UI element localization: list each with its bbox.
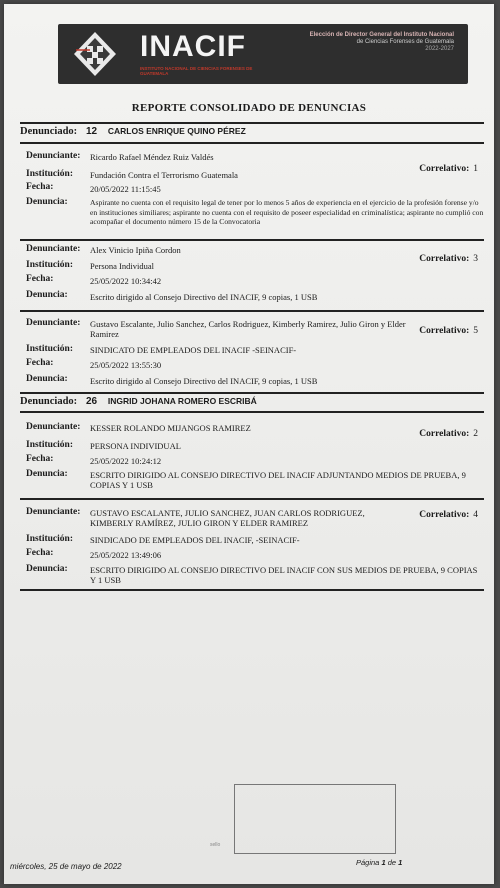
correlativo-number: 2 bbox=[473, 429, 478, 439]
page-label: Página bbox=[356, 858, 380, 867]
denunciante-label: Denunciante: bbox=[26, 507, 81, 517]
page-of: de bbox=[387, 858, 397, 867]
institucion-label: Institución: bbox=[26, 169, 73, 179]
divider bbox=[20, 239, 484, 241]
denunciado-name: INGRID JOHANA ROMERO ESCRIBÁ bbox=[107, 396, 257, 406]
denunciante-value: GUSTAVO ESCALANTE, JULIO SANCHEZ, JUAN CARLOS RODRIGUEZ, KIMBERLY RAMÍREZ, JULIO GIRON Y ELDER RAMIREZ bbox=[90, 508, 365, 528]
institucion-value: PERSONA INDIVIDUAL bbox=[90, 441, 181, 451]
divider bbox=[20, 498, 484, 500]
election-caption bbox=[264, 32, 454, 53]
seal-label: sello bbox=[210, 842, 221, 848]
correlativo bbox=[419, 254, 478, 264]
fecha-label: Fecha: bbox=[26, 182, 54, 192]
correlativo-number: 3 bbox=[473, 254, 478, 264]
fecha-value: 25/05/2022 10:24:12 bbox=[90, 456, 162, 466]
denunciante-label: Denunciante: bbox=[26, 422, 81, 432]
header-banner bbox=[58, 24, 468, 84]
election-years: 2022-2027 bbox=[425, 46, 454, 52]
correlativo-number: 4 bbox=[473, 510, 478, 520]
correlativo-label: Correlativo: bbox=[419, 429, 470, 439]
seal-box bbox=[234, 784, 396, 854]
page-number: 1 bbox=[381, 858, 386, 867]
institucion-value: Fundación Contra el Terrorismo Guatemala bbox=[90, 170, 238, 180]
denuncia-value: Escrito dirigido al Consejo Directivo del INACIF, 9 copias, 1 USB bbox=[90, 376, 318, 386]
brand-subtitle: INSTITUTO NACIONAL DE CIENCIAS FORENSES DE GUATEMALA bbox=[140, 66, 253, 76]
inacif-logo-icon bbox=[72, 30, 118, 78]
report-title: REPORTE CONSOLIDADO DE DENUNCIAS bbox=[131, 102, 367, 114]
denunciado-header bbox=[20, 396, 257, 407]
denunciado-label: Denunciado: bbox=[20, 126, 78, 137]
denuncia-label: Denuncia: bbox=[26, 564, 68, 574]
denuncia-value: Escrito dirigido al Consejo Directivo del INACIF, 9 copias, 1 USB bbox=[90, 292, 318, 302]
denuncia-label: Denuncia: bbox=[26, 290, 68, 300]
brand-name: INACIF bbox=[140, 30, 246, 63]
divider bbox=[20, 122, 484, 124]
denunciado-number: 12 bbox=[85, 126, 98, 137]
denunciante-value: Ricardo Rafael Méndez Ruiz Valdés bbox=[90, 152, 214, 162]
denuncia-value: ESCRITO DIRIGIDO AL CONSEJO DIRECTIVO DEL INACIF CON SUS MEDIOS DE PRUEBA, 9 COPIAS Y 1 USB bbox=[90, 565, 478, 585]
correlativo-label: Correlativo: bbox=[419, 510, 470, 520]
correlativo bbox=[419, 510, 478, 520]
fecha-value: 25/05/2022 13:55:30 bbox=[90, 360, 162, 370]
institucion-label: Institución: bbox=[26, 260, 73, 270]
page-indicator bbox=[356, 858, 402, 867]
institucion-value: SINDICATO DE EMPLEADOS DEL INACIF -SEINACIF- bbox=[90, 345, 297, 355]
correlativo-label: Correlativo: bbox=[419, 254, 470, 264]
denunciante-label: Denunciante: bbox=[26, 244, 81, 254]
page-total: 1 bbox=[398, 858, 403, 867]
correlativo bbox=[419, 429, 478, 439]
footer-date: miércoles, 25 de mayo de 2022 bbox=[10, 862, 122, 871]
divider bbox=[20, 310, 484, 312]
divider bbox=[20, 589, 484, 591]
denunciante-label: Denunciante: bbox=[26, 151, 81, 161]
denuncia-label: Denuncia: bbox=[26, 469, 68, 479]
fecha-value: 25/05/2022 10:34:42 bbox=[90, 276, 162, 286]
fecha-label: Fecha: bbox=[26, 274, 54, 284]
election-line-1: Elección de Director General del Instituto Nacional bbox=[309, 32, 454, 38]
denunciante-label: Denunciante: bbox=[26, 318, 81, 328]
denunciado-header bbox=[20, 126, 246, 137]
correlativo-number: 5 bbox=[473, 326, 478, 336]
institucion-value: Persona Individual bbox=[90, 261, 154, 271]
fecha-label: Fecha: bbox=[26, 454, 54, 464]
institucion-label: Institución: bbox=[26, 344, 73, 354]
denunciante-value: Alex Vinicio Ipiña Cordon bbox=[90, 245, 181, 255]
denunciante-value: Gustavo Escalante, Julio Sanchez, Carlos Rodriguez, Kimberly Ramirez, Julio Giron y Elder Ramirez bbox=[90, 319, 406, 339]
correlativo-label: Correlativo: bbox=[419, 164, 470, 174]
election-line-2: de Ciencias Forenses de Guatemala bbox=[356, 39, 454, 45]
denunciante-value: KESSER ROLANDO MIJANGOS RAMIREZ bbox=[90, 423, 251, 433]
correlativo bbox=[419, 164, 478, 174]
denunciado-number: 26 bbox=[85, 396, 98, 407]
correlativo-label: Correlativo: bbox=[419, 326, 470, 336]
divider bbox=[20, 411, 484, 413]
fecha-label: Fecha: bbox=[26, 358, 54, 368]
denuncia-value: Aspirante no cuenta con el requisito legal de tener por lo menos 5 años de experiencia en el ejercicio de la profesión forense y/o en instituciones similiares; aspirante no cuenta con el requisito de poseer especialidad en criminalística; aspirante no cumplió con acompañar el documento número 15 de la Convocatoria bbox=[90, 198, 484, 226]
divider bbox=[20, 392, 484, 394]
denunciado-label: Denunciado: bbox=[20, 396, 78, 407]
fecha-value: 20/05/2022 11:15:45 bbox=[90, 184, 161, 194]
divider bbox=[20, 142, 484, 144]
fecha-label: Fecha: bbox=[26, 548, 54, 558]
document-page bbox=[4, 4, 494, 884]
denunciado-name: CARLOS ENRIQUE QUINO PÉREZ bbox=[107, 126, 246, 136]
institucion-label: Institución: bbox=[26, 534, 73, 544]
fecha-value: 25/05/2022 13:49:06 bbox=[90, 550, 162, 560]
denuncia-value: ESCRITO DIRIGIDO AL CONSEJO DIRECTIVO DEL INACIF ADJUNTANDO MEDIOS DE PRUEBA, 9 COPIAS Y 1 USB bbox=[90, 470, 466, 490]
institucion-value: SINDICADO DE EMPLEADOS DEL INACIF, -SEINACIF- bbox=[90, 535, 300, 545]
institucion-label: Institución: bbox=[26, 440, 73, 450]
denuncia-label: Denuncia: bbox=[26, 197, 68, 207]
denuncia-label: Denuncia: bbox=[26, 374, 68, 384]
correlativo bbox=[419, 326, 478, 336]
correlativo-number: 1 bbox=[473, 164, 478, 174]
